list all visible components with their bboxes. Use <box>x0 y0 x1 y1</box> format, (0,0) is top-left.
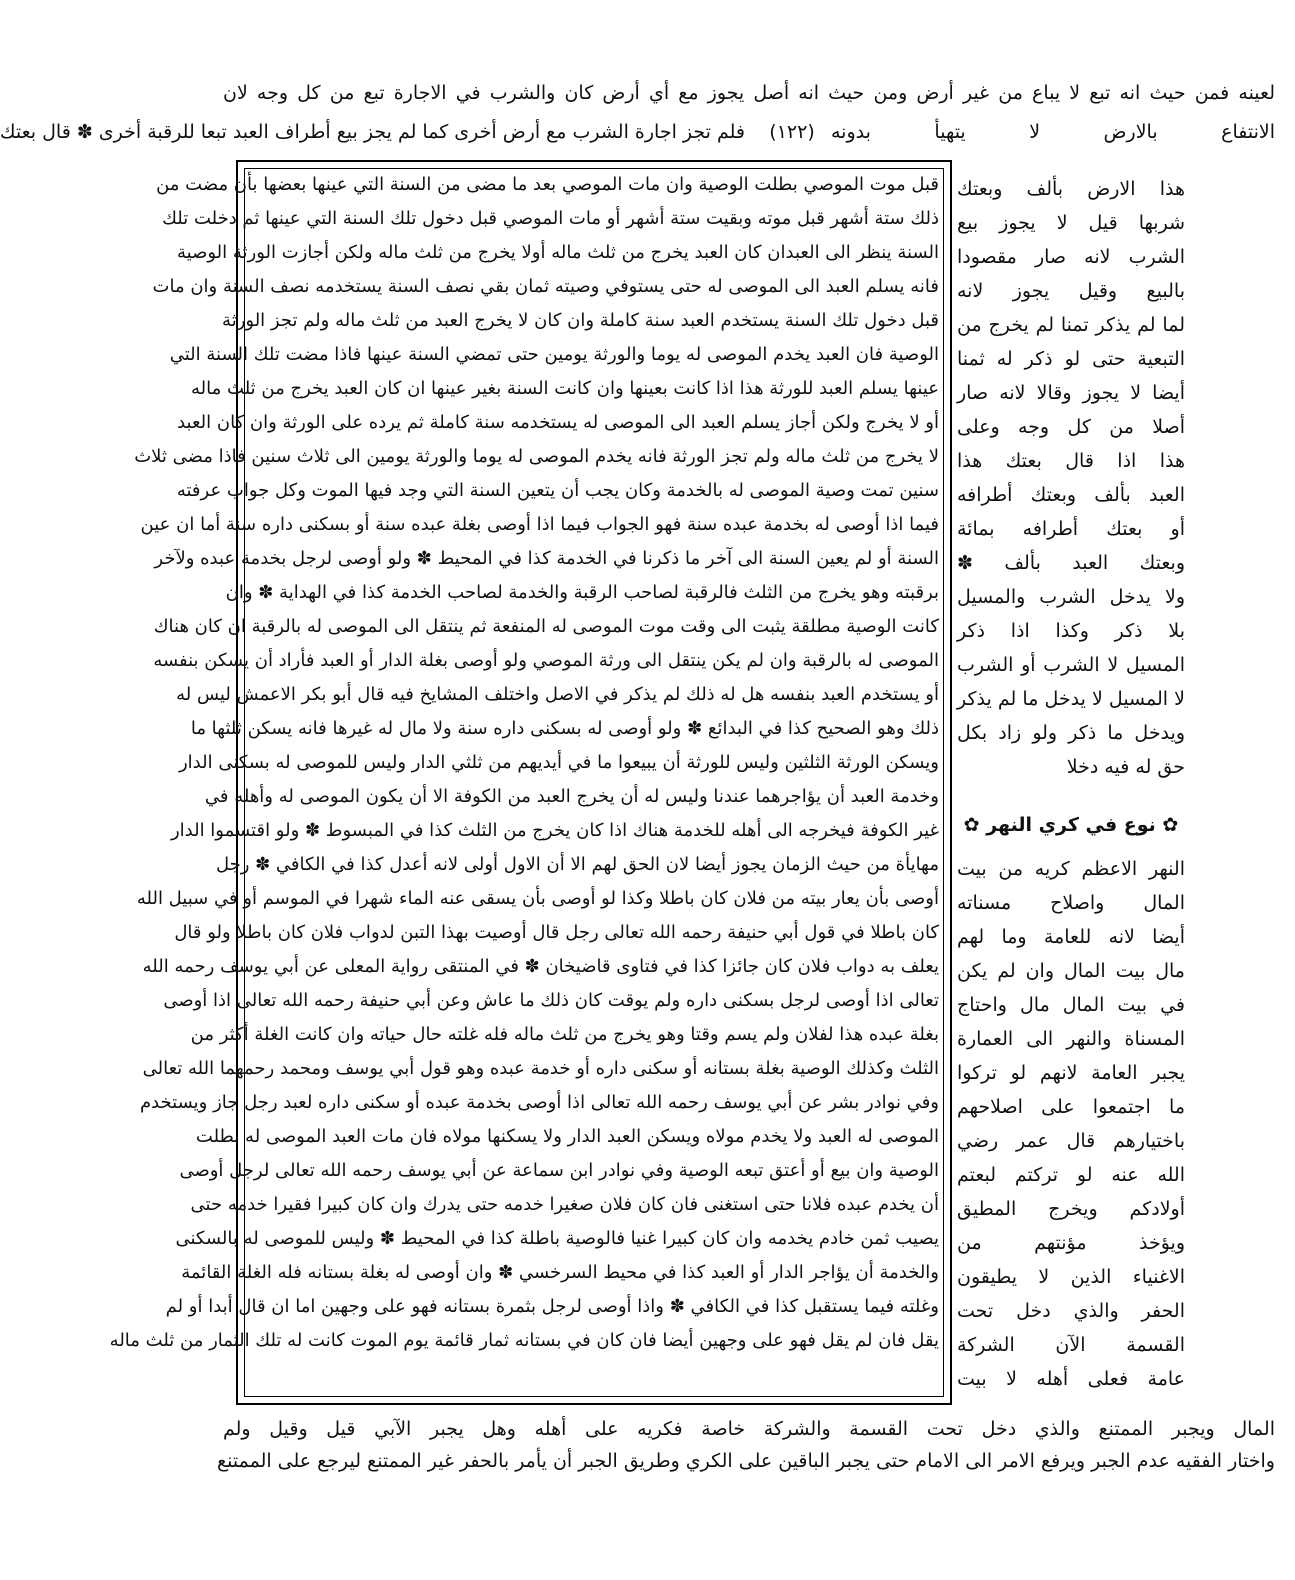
footer-line-1: المال ويجبر الممتنع والذي دخل تحت القسمة والشركة خاصة فكريه على أهله وهل يجبر الآبي قيل وقيل ولم <box>223 1418 1275 1440</box>
page-number: (١٢٢) <box>769 121 815 143</box>
side-line: أيضا لا يجوز وقالا لانه صار <box>957 382 1185 404</box>
main-line: والخدمة أن يؤاجر الدار أو العبد كذا في محيط السرخسي ✽ وان أوصى له بغلة بستانه فله الغلة القائمة <box>181 1262 939 1283</box>
side-line: وبعتك العبد بألف ✽ <box>957 552 1185 574</box>
main-line: فيما اذا أوصى له بخدمة عبده سنة فهو الجواب فيما اذا أوصى بغلة عبده سنة أو بسكنى داره سنة أما ان عين <box>140 514 939 535</box>
main-line: أو لا يخرج ولكن أجاز يسلم العبد الى الموصى له يستخدمه سنة كاملة ثم يرده على الورثة وان كان العبد <box>177 412 939 433</box>
main-text-column <box>109 172 939 1394</box>
main-line: لا يخرج من ثلث ماله ولم تجز الورثة فانه يخدم الموصى له يوما والورثة يومين الى ثلاث سنين فاذا مضى ثلاث <box>134 446 939 467</box>
side-line: ويدخل ما ذكر ولو زاد بكل <box>957 722 1185 744</box>
side-commentary-column <box>957 180 1185 1400</box>
side-line: الاغنياء الذين لا يطيقون <box>957 1266 1185 1288</box>
side-line: بالبيع وقيل يجوز لانه <box>957 280 1185 302</box>
main-line: كان باطلا في قول أبي حنيفة رحمه الله تعالى رجل قال أوصيت بهذا التبن لدواب فلان كان باطلا ولو قال <box>174 922 939 943</box>
main-line: أو يستخدم العبد بنفسه هل له ذلك لم يذكر في الاصل واختلف المشايخ فيه قال أبو بكر الاعمش ليس له <box>176 684 939 705</box>
main-line: الثلث وكذلك الوصية بغلة بستانه أو سكنى داره أو خدمة عبده وهو قول أبي يوسف ومحمد رحمهما الله تعالى <box>142 1058 939 1079</box>
main-line: أوصى بأن يعار بيته من فلان كان باطلا وكذا لو أوصى بأن يسقى عنه الماء شهرا في الموسم أو في سبيل الله <box>136 888 939 909</box>
main-line: السنة ينظر الى العبدان كان العبد يخرج من ثلث ماله أولا يخرج من ثلث ماله ولكن أجازت الورثة الوصية <box>176 242 939 263</box>
main-line: ذلك ستة أشهر قبل موته وبقيت ستة أشهر أو مات الموصي قبل دخول تلك السنة التي عينها ثم دخلت تلك <box>162 208 939 229</box>
main-line: وغلته فيما يستقبل كذا في الكافي ✽ واذا أوصى لرجل بثمرة بستانه فهو على وجهين اما ان قال أبدا أو لم <box>165 1296 939 1317</box>
main-line: قبل موت الموصي بطلت الوصية وان مات الموصي بعد ما مضى من السنة التي عينها بعضها بأن مضت من <box>156 174 939 195</box>
side-line: القسمة الآن الشركة <box>957 1334 1185 1356</box>
main-line: يعلف به دواب فلان كان جائزا كذا في فتاوى قاضيخان ✽ في المنتقى رواية المعلى عن أبي يوسف رحمه الله <box>142 956 939 977</box>
main-line: غير الكوفة فيخرجه الى أهله للخدمة هناك اذا كان يخرج من الثلث كذا في المبسوط ✽ ولو اقتسموا الدار <box>170 820 939 841</box>
main-line: أن يخدم عبده فلانا حتى استغنى فان كان فلان صغيرا خدمه حتى يدرك وان كان كبيرا فقيرا خدمه حتى <box>190 1194 939 1215</box>
header-line-1: لعينه فمن حيث انه تبع لا يباع من غير أرض ومن حيث انه أصل يجوز مع أي أرض كان والشرب في الاجارة تبع من كل وجه لان <box>223 82 1275 104</box>
main-line: يقل فان لم يقل فهو على وجهين أيضا فان كان في بستانه ثمار قائمة يوم الموت كانت له تلك الثمار من ثلث ماله <box>109 1330 939 1351</box>
main-line: الوصية وان بيع أو أعتق تبعه الوصية وفي نوادر ابن سماعة عن أبي يوسف رحمه الله تعالى لرجل أوصى <box>179 1160 939 1181</box>
side-line: أصلا من كل وجه وعلى <box>957 416 1185 438</box>
side-line: ولا يدخل الشرب والمسيل <box>957 586 1185 608</box>
side-line: أو بعتك أطرافه بمائة <box>957 518 1185 540</box>
main-line: مهايأة من حيث الزمان يجوز أيضا لان الحق لهم الا أن الاول أولى لانه أعدل كذا في الكافي ✽ رجل <box>215 854 939 875</box>
side-line: باختيارهم قال عمر رضي <box>957 1130 1185 1152</box>
section-heading: ✿ نوع في كري النهر ✿ <box>963 814 1179 836</box>
side-line: المسيل لا الشرب أو الشرب <box>957 654 1185 676</box>
main-line: قبل دخول تلك السنة يستخدم العبد سنة كاملة وان كان لا يخرج العبد من ثلث ماله ولم تجز الورثة <box>222 310 939 331</box>
main-line: الموصى له العبد ولا يخدم مولاه ويسكن العبد الدار ولا يسكنها مولاه فان مات العبد الموصى له بطلت <box>195 1126 939 1147</box>
footer-line-2: واختار الفقيه عدم الجبر ويرفع الامر الى الامام حتى يجبر الباقين على الكري وطريق الجبر أن يأمر بالحفر غير الممتنع ليرجع على الممتنع <box>217 1450 1275 1472</box>
main-line: ذلك وهو الصحيح كذا في البدائع ✽ ولو أوصى له بسكنى داره سنة ولا مال له غيرها فانه يسكن ثلثها ما <box>190 718 939 739</box>
main-line: تعالى اذا أوصى لرجل بسكنى داره ولم يوقت كان ذلك ما عاش وعن أبي حنيفة رحمه الله تعالى اذا أوصى <box>163 990 939 1011</box>
side-line: لما لم يذكر تمنا لم يخرج من <box>957 314 1185 336</box>
main-line: كانت الوصية مطلقة يثبت الى وقت موت الموصى له المنفعة ثم ينتقل الى الموصى له بالرقبة ان كان هناك <box>153 616 939 637</box>
main-line: وفي نوادر بشر عن أبي يوسف رحمه الله تعالى اذا أوصى بخدمة عبده أو سكنى داره لعبد رجل جاز ويستخدم <box>139 1092 939 1113</box>
side-line: هذا الارض بألف وبعتك <box>957 178 1185 200</box>
side-line: يجبر العامة لانهم لو تركوا <box>957 1062 1185 1084</box>
side-line: الحفر والذي دخل تحت <box>957 1300 1185 1322</box>
side-line: لا المسيل لا يدخل ما لم يذكر <box>957 688 1185 710</box>
side-line: حق له فيه دخلا <box>1066 756 1185 778</box>
side-line: الله عنه لو تركتم لبعتم <box>957 1164 1185 1186</box>
side-line: في بيت المال مال واحتاج <box>957 994 1185 1016</box>
main-line: يصيب ثمن خادم يخدمه وان كان كبيرا غنيا فالوصية باطلة كذا في المحيط ✽ وليس للموصى له بالسكنى <box>175 1228 939 1249</box>
main-line: وخدمة العبد أن يؤاجرهما عندنا وليس له أن يخرج العبد من الكوفة الا أن يكون الموصى له وأهله في <box>204 786 939 807</box>
main-line: فانه يسلم العبد الى الموصى له حتى يستوفي وصيته ثمان بقي نصف السنة يستخدمه نصف السنة وان مات <box>152 276 939 297</box>
side-line: الشرب لانه صار مقصودا <box>957 246 1185 268</box>
main-line: بغلة عبده هذا لفلان ولم يسم وقتا وهو يخرج من ثلث ماله فله غلته حال حياته وان كانت الغلة أكثر من <box>190 1024 939 1045</box>
side-line: العبد بألف وبعتك أطرافه <box>957 484 1185 506</box>
main-line: الموصى له بالرقبة وان لم يكن ينتقل الى ورثة الموصي ولو أوصى بغلة الدار أو العبد فأراد أن يسكن بنفسه <box>153 650 939 671</box>
main-line: سنين تمت وصية الموصى له بالخدمة وكان يجب أن يتعين السنة التي وجد فيها الموت وكل جواب عرفته <box>176 480 939 501</box>
side-line: عامة فعلى أهله لا بيت <box>957 1368 1185 1390</box>
main-line: السنة أو لم يعين السنة الى آخر ما ذكرنا في الخدمة كذا في المحيط ✽ ولو أوصى لرجل بخدمة عبده ولآخر <box>154 548 939 569</box>
side-line: أولادكم ويخرج المطيق <box>957 1198 1185 1220</box>
header-line-2-rest: فلم تجز اجارة الشرب مع أرض أخرى كما لم يجز بيع أطراف العبد تبعا للرقبة أخرى ✽ قال بعتك <box>0 121 745 143</box>
header-line-2-start: الانتفاع بالارض لا يتهيأ بدونه <box>831 121 1275 143</box>
side-line: هذا اذا قال بعتك هذا <box>957 450 1185 472</box>
side-line: أيضا لانه للعامة وما لهم <box>957 926 1185 948</box>
side-line: ما اجتمعوا على اصلاحهم <box>957 1096 1185 1118</box>
main-line: عينها يسلم العبد للورثة هذا اذا كانت بعينها وان كانت السنة بغير عينها ان كان العبد يخرج من ثلث ماله <box>191 378 939 399</box>
side-line: التبعية حتى لو ذكر له ثمنا <box>957 348 1185 370</box>
main-line: ويسكن الورثة الثلثين وليس للورثة أن يبيعوا ما في أيديهم من ثلثي الدار وليس للموصى له بسكنى الدار <box>178 752 939 773</box>
side-line: مال بيت المال وان لم يكن <box>957 960 1185 982</box>
side-line: ويؤخذ مؤنتهم من <box>957 1232 1185 1254</box>
main-line: برقبته وهو يخرج من الثلث فالرقبة لصاحب الرقبة والخدمة لصاحب الخدمة كذا في الهداية ✽ وان <box>225 582 939 603</box>
main-line: الوصية فان العبد يخدم الموصى له يوما والورثة يومين حتى تمضي السنة عينها فاذا مضت تلك السنة التي <box>169 344 939 365</box>
side-line: بلا ذكر وكذا اذا ذكر <box>957 620 1185 642</box>
side-line: المال واصلاح مسناته <box>957 892 1185 914</box>
side-line: النهر الاعظم كريه من بيت <box>957 858 1185 880</box>
side-line: المسناة والنهر الى العمارة <box>957 1028 1185 1050</box>
side-line: شربها قيل لا يجوز بيع <box>957 212 1185 234</box>
